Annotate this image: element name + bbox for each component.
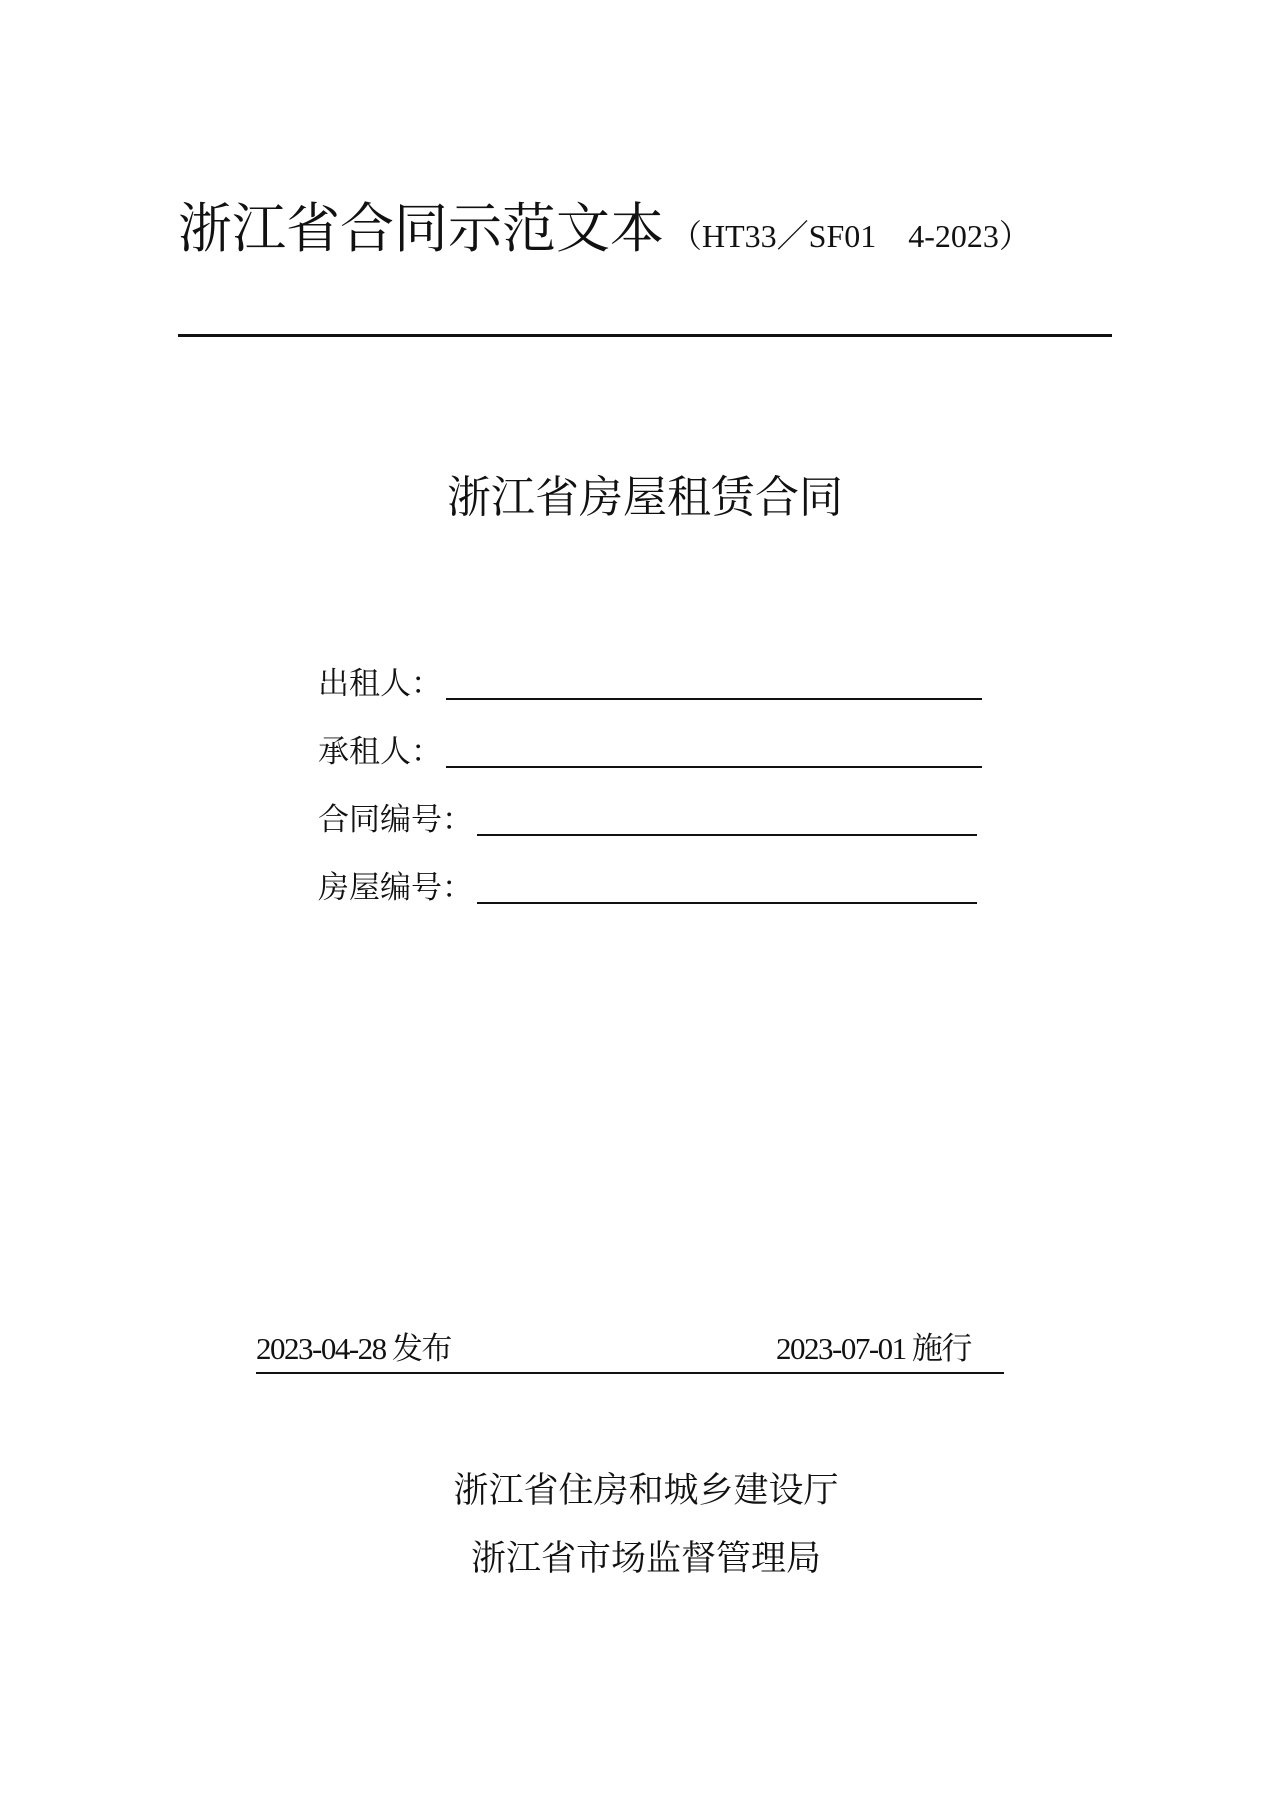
house-number-label: 房屋编号： xyxy=(318,870,473,906)
lessor-field xyxy=(318,652,982,700)
effective-date: 2023-07-01 施行 xyxy=(776,1331,971,1366)
lessor-blank-line[interactable] xyxy=(446,660,982,700)
header-document-code: （HT33／SF01 4-2023） xyxy=(670,218,1031,254)
header-title xyxy=(178,197,1031,260)
header-divider xyxy=(178,334,1112,337)
contract-number-blank-line[interactable] xyxy=(477,796,977,836)
house-number-blank-line[interactable] xyxy=(477,864,977,904)
issuer-market-supervision: 浙江省市场监督管理局 xyxy=(470,1539,821,1579)
house-number-field xyxy=(318,856,977,904)
lessee-label: 承租人： xyxy=(318,734,442,770)
contract-number-field xyxy=(318,788,977,836)
contract-title: 浙江省房屋租赁合同 xyxy=(447,472,843,523)
issuer-housing-department: 浙江省住房和城乡建设厅 xyxy=(453,1471,839,1511)
contract-number-label: 合同编号： xyxy=(318,802,473,838)
dates-row xyxy=(256,1330,1004,1374)
lessee-blank-line[interactable] xyxy=(446,728,982,768)
header-main-title: 浙江省合同示范文本 xyxy=(178,197,664,260)
lessor-label: 出租人： xyxy=(318,666,442,702)
lessee-field xyxy=(318,720,982,768)
publish-date: 2023-04-28 发布 xyxy=(256,1331,451,1366)
